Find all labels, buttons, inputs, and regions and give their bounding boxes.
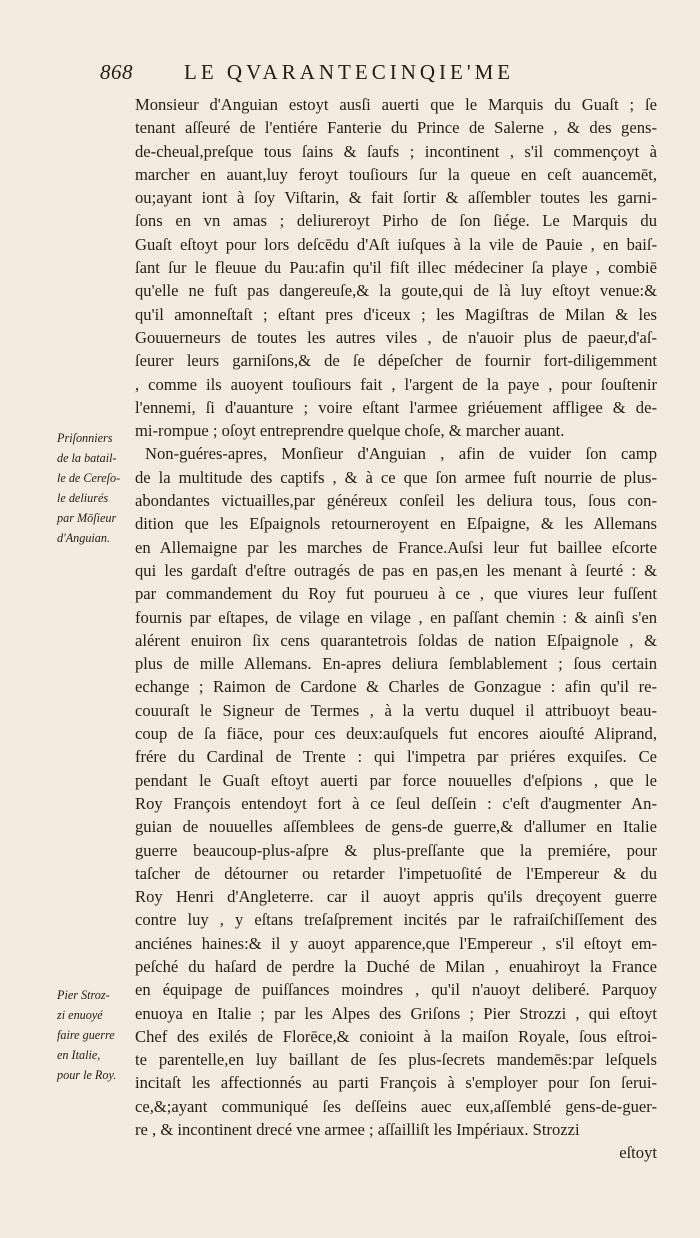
text-line: Monsieur d'Anguian estoyt ausſi auerti que le Marquis du Guaſt ; ſe <box>135 95 657 114</box>
margin-note-line: le de Cereſo- <box>57 471 121 485</box>
text-line: Chef des exilés de Florēce,& conioint à la maiſon Royale, ſous eſtroi- <box>135 1026 657 1046</box>
catchword: eſtoyt <box>619 1143 657 1163</box>
text-line: incitaſt les affectionnés au parti François à s'employer pour ſon ſerui- <box>135 1073 657 1093</box>
text-line: , comme ils auoyent touſiours fait , l'argent de la paye , pour ſouſtenir <box>135 374 657 394</box>
margin-note-prisonniers <box>57 428 131 548</box>
margin-note-line: zi enuoyé <box>57 1008 103 1022</box>
text-line: mi-rompue ; oſoyt entreprendre quelque choſe, & marcher auant. <box>135 421 565 441</box>
text-line: en équipage de puiſſances moindres , qu'il n'auoyt deliberé. Parquoy <box>135 980 657 1000</box>
text-line: en Allemaigne par les marches de France.Auſsi leur fut baillee eſcorte <box>135 537 657 557</box>
margin-note-line: par Mōſieur <box>57 511 117 525</box>
text-line: fournis par eſtapes, de vilage en vilage , en paſſant chemin : & ainſi s'en <box>135 607 657 627</box>
text-line: taſcher de détourner ou retarder l'impetuoſité de l'Empereur & du <box>135 863 657 883</box>
text-line: qui les gardaſt d'eſtre outragés de pas en pas,en les menant à ſeurté : & <box>135 560 657 580</box>
text-line: qu'il amonneſtaſt ; eſtant pres d'iceux ; les Magiſtras de Milan & les <box>135 304 657 324</box>
text-line: Non-guéres-apres, Monſieur d'Anguian , afin de vuider ſon camp <box>145 444 657 464</box>
text-line: echange ; Raimon de Cardone & Charles de Gonzague : afin qu'il re- <box>135 677 657 697</box>
margin-note-line: d'Anguian. <box>57 531 111 545</box>
text-line: alérent enuiron ſix cens quarantetrois ſoldas de nation Eſpaignole , & <box>135 630 657 650</box>
text-line: couuraſt le Signeur de Termes , à la vertu duquel il attribuoyt beau- <box>135 700 657 720</box>
margin-note-line: le deliurés <box>57 491 109 505</box>
text-line: te parentelle,en luy baillant de ſes plus-ſecrets mandemēs:par leſquels <box>135 1050 657 1070</box>
running-title: LE QVARANTECINQIE'ME <box>184 60 515 84</box>
text-line: guerre beaucoup-plus-aſpre & plus-preſſante que la premiére, pour <box>135 840 657 860</box>
text-line: Gouuerneurs de toutes les autres viles , de n'auoir plus de paeur,d'aſ- <box>135 327 657 347</box>
text-line: peſché du haſard de perdre la Duché de Milan , enuahiroyt la France <box>135 956 657 976</box>
margin-note-line: Pier Stroz- <box>57 988 110 1002</box>
text-line: Roy François entendoyt fort à ce ſeul deſſein : c'eſt d'augmenter An- <box>135 793 657 813</box>
page-header <box>100 60 660 90</box>
main-text <box>135 93 657 1165</box>
text-line: abondantes victuailles,par généreux conſeil les deliura tous, ſous con- <box>135 491 657 511</box>
text-line: guian de nouuelles aſſemblees de gens-de guerre,& d'allumer en Italie <box>135 817 657 837</box>
text-line: plus de mille Allemans. En-apres deliura ſemblablement ; ſous certain <box>135 654 657 674</box>
text-line: Guaſt eſtoyt pour lors deſcēdu d'Aſt iuſques à la vile de Pauie , en baiſ- <box>135 234 657 254</box>
text-line: re , & incontinent drecé vne armee ; aſſailliſt les Impériaux. Strozzi <box>135 1120 580 1140</box>
text-line: par commandement du Roy fut pourueu à ce , que viures leur fuſſent <box>135 584 657 604</box>
text-line: de la multitude des captifs , & à ce que ſon armee fuſt nourrie de plus- <box>135 467 657 487</box>
text-line: ou;ayant iont à ſoy Viſtarin, & fait ſortir & aſſembler toutes les garni- <box>135 188 657 208</box>
text-line: l'ennemi, ſi d'auanture ; voire eſtant l'armee griéuement affligee & de- <box>135 397 657 417</box>
text-line: anciénes haines:& il y auoyt apparence,que l'Empereur , s'il eſtoyt em- <box>135 933 657 953</box>
text-line: ce,&;ayant communiqué ſes deſſeins auec eux,aſſemblé gens-de-guer- <box>135 1096 657 1116</box>
text-line: Roy Henri d'Angleterre. car il auoyt appris qu'ils dreçoyent guerre <box>135 887 657 907</box>
text-line: marcher en auant,luy feroyt touſiours ſur la queue en ceſt auancemēt, <box>135 164 657 184</box>
margin-note-line: pour le Roy. <box>57 1068 117 1082</box>
text-line: pendant le Guaſt eſtoyt auerti par force nouuelles d'eſpions , que le <box>135 770 657 790</box>
text-line: enuoya en Italie ; par les Alpes des Griſons ; Pier Strozzi , qui eſtoyt <box>135 1003 657 1023</box>
margin-note-line: en Italie, <box>57 1048 101 1062</box>
text-line: de-cheual,preſque tous ſains & ſaufs ; incontinent , s'il commençoyt à <box>135 141 657 161</box>
text-line: ſeurer leurs garniſons,& de ſe dépeſcher de fournir fort-diligemment <box>135 351 657 371</box>
margin-note-line: de la batail- <box>57 451 117 465</box>
text-line: ſant ſur le fleuue du Pau:afin qu'il fiſt illec médeciner ſa playe , combiē <box>135 258 657 278</box>
text-line: tenant aſſeuré de l'entiére Fanterie du Prince de Salerne , & des gens- <box>135 118 657 138</box>
margin-note-line: Priſonniers <box>57 431 113 445</box>
text-line: contre luy , y eſtans treſaſprement incités par le rafraiſchiſſement des <box>135 910 657 930</box>
text-line: frére du Cardinal de Trente : qui l'impetra par priéres exquiſes. Ce <box>135 747 657 767</box>
text-line: ſons en vn amas ; deliureroyt Pirho de ſon ſiége. Le Marquis du <box>135 211 657 231</box>
text-line: qu'elle ne fuſt pas dangereuſe,& la goute,qui de là luy eſtoyt venue:& <box>135 281 657 301</box>
page-number: 868 <box>100 60 133 84</box>
margin-note-line: faire guerre <box>57 1028 115 1042</box>
text-line: dition que les Eſpaignols retourneroyent en Eſpaigne, & les Allemans <box>135 514 657 534</box>
margin-note-strozzi <box>57 985 131 1085</box>
text-line: coup de ſa fiāce, pour ces deux:auſquels fut encores aiouſté Aliprand, <box>135 724 657 744</box>
